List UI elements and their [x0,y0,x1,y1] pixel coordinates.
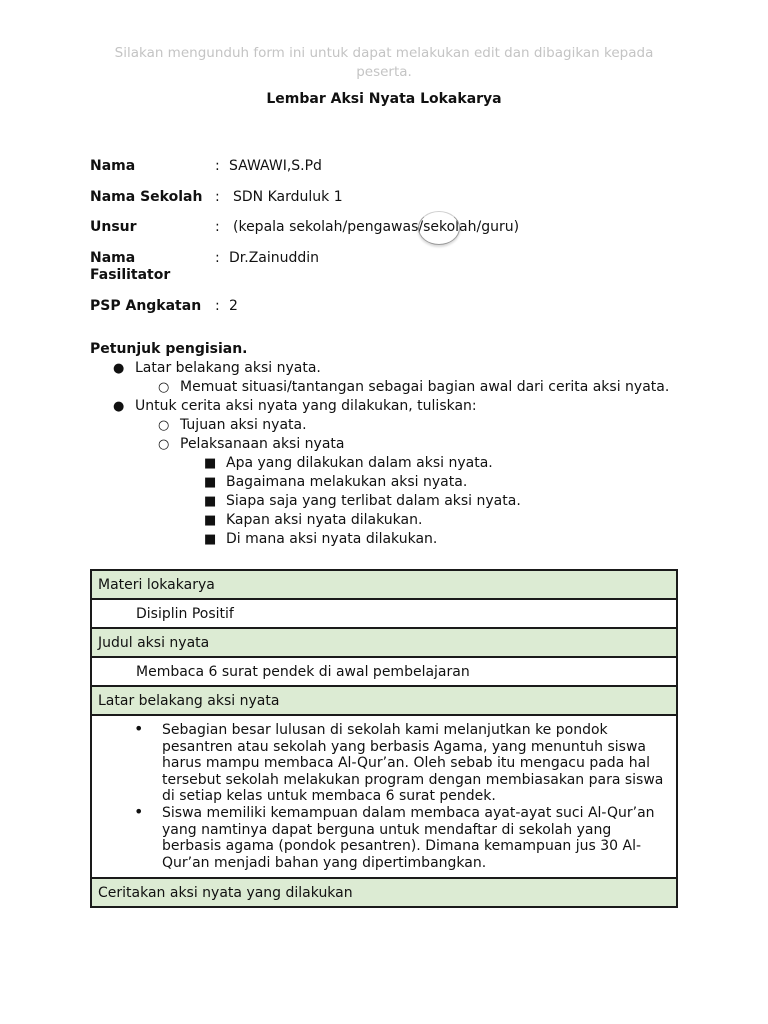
field-value-unsur: (kepala sekolah/pengawas/sekolah/guru) [233,219,520,235]
instructions-title: Petunjuk pengisian. [90,341,248,357]
judul-label-cell: Judul aksi nyata [91,628,677,657]
table-row [91,599,677,628]
field-colon: : [215,250,220,266]
list-item [180,417,307,434]
list-item [135,398,477,415]
list-item [226,512,422,529]
list-item: • Sebagian besar lulusan di sekolah kami melanjutkan ke pondok pesantren atau sekolah yang berbasis Agama, yang menuntuh siswa harus mampu membaca Al-Qur’an. Oleh sebab itu mengacu pada hal tersebut sekolah melakukan program dengan membiasakan para siswa di setiap kelas untuk membaca 6 surat pendek. [92,722,670,805]
field-value-nama-sekolah: SDN Karduluk 1 [233,189,343,205]
cerita-label-cell: Ceritakan aksi nyata yang dilakukan [91,878,677,907]
bullet-circle-icon [158,417,169,434]
list-item-text: Untuk cerita aksi nyata yang dilakukan, tuliskan: [135,398,477,414]
list-item [226,474,467,491]
bullet-square-icon [204,474,216,491]
list-item [226,455,493,472]
list-item [226,493,521,510]
table-row [91,878,677,907]
bullet-disc-icon [113,398,124,415]
field-label: PSP Angkatan [90,298,202,314]
field-label: Unsur [90,219,137,235]
aksi-nyata-table [90,569,678,908]
list-item-text: Memuat situasi/tantangan sebagai bagian awal dari cerita aksi nyata. [180,379,670,395]
latar-points-list [92,722,670,871]
field-colon: : [215,189,220,205]
table-row [91,628,677,657]
field-value-nama-fasilitator: Dr.Zainuddin [229,250,320,266]
latar-content-cell [91,715,677,878]
judul-value-cell: Membaca 6 surat pendek di awal pembelajaran [91,657,677,686]
list-item-text: Apa yang dilakukan dalam aksi nyata. [226,455,493,471]
list-item-text: Kapan aksi nyata dilakukan. [226,512,423,528]
field-colon: : [215,219,220,235]
materi-value-cell: Disiplin Positif [91,599,677,628]
bullet-square-icon [204,493,216,510]
table-row [91,570,677,599]
materi-label-cell: Materi lokakarya [91,570,677,599]
bullet-square-icon [204,512,216,529]
field-value-nama: SAWAWI,S.Pd [229,158,322,174]
field-value-psp-angkatan: 2 [229,298,238,314]
field-colon: : [215,158,220,174]
latar-label-cell: Latar belakang aksi nyata [91,686,677,715]
list-item-text: Siapa saja yang terlibat dalam aksi nyata. [226,493,521,509]
field-colon: : [215,298,220,314]
list-item-text: Di mana aksi nyata dilakukan. [226,531,438,547]
bullet-square-icon [204,455,216,472]
document-title: Lembar Aksi Nyata Lokakarya [266,91,502,107]
field-label: Nama Sekolah [90,189,203,205]
list-item-text: Tujuan aksi nyata. [180,417,307,433]
list-item [135,360,321,377]
list-item [180,436,345,453]
bullet-circle-icon [158,436,169,453]
list-item: • Siswa memiliki kemampuan dalam membaca ayat-ayat suci Al-Qur’an yang namtinya dapat berguna untuk mendaftar di sekolah yang berbasis agama (pondok pesantren). Dimana kemampuan jus 30 Al-Qur’an menjadi bahan yang dipertimbangkan. [92,805,670,871]
list-item-text: Pelaksanaan aksi nyata [180,436,345,452]
table-row [91,715,677,878]
bullet-disc-icon [113,360,124,377]
list-item-text: Latar belakang aksi nyata. [135,360,321,376]
bullet-square-icon [204,531,216,548]
bullet-circle-icon [158,379,169,396]
table-row [91,657,677,686]
download-notice: Silakan mengunduh form ini untuk dapat melakukan edit dan dibagikan kepada peserta. [114,45,654,80]
selection-circle-mark [418,211,460,245]
list-item [180,379,669,396]
field-label: Nama Fasilitator [90,250,171,283]
field-label: Nama [90,158,136,174]
list-item-text: Bagaimana melakukan aksi nyata. [226,474,468,490]
list-item [226,531,437,548]
table-row [91,686,677,715]
